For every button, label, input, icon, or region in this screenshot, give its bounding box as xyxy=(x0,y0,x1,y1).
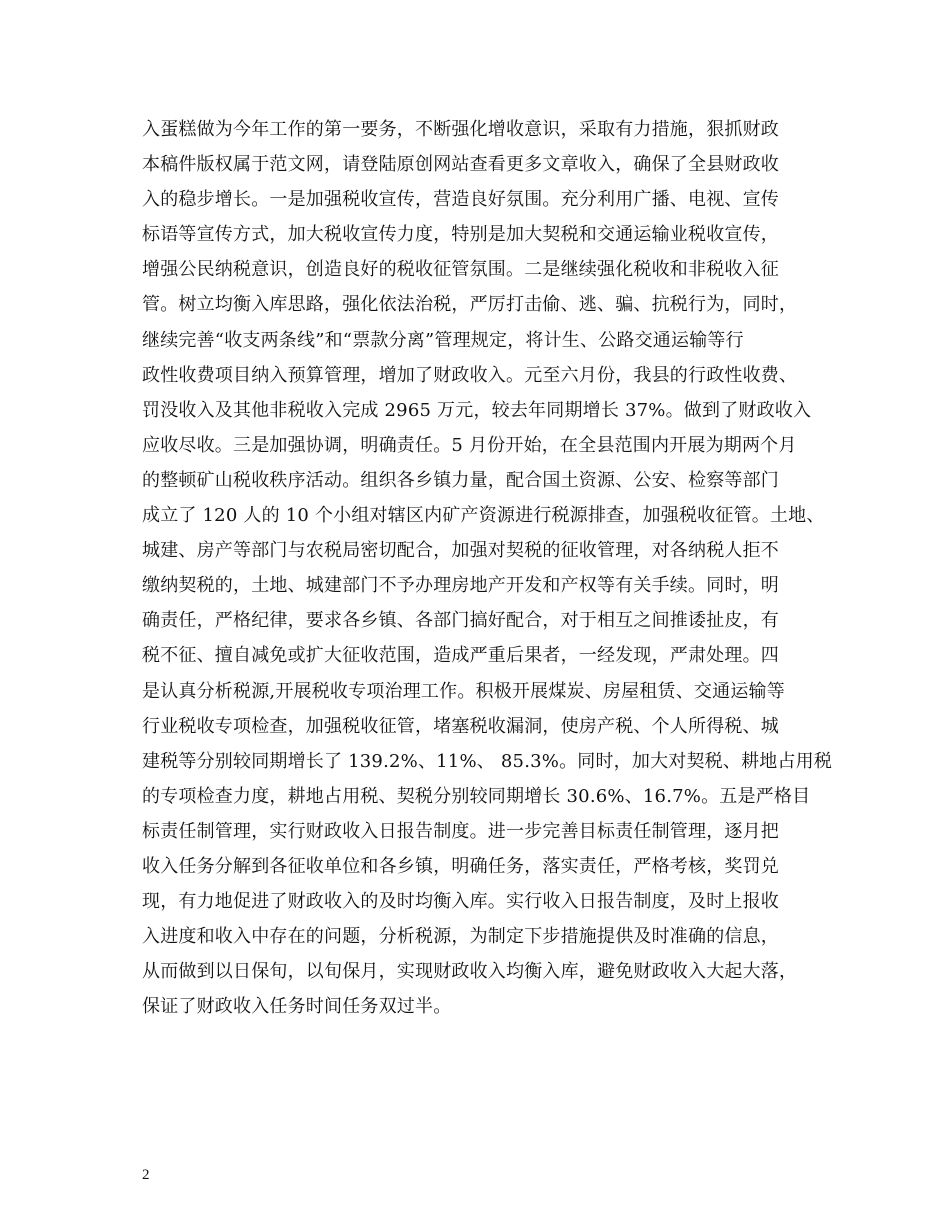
text-line-7: 继续完善“收支两条线”和“票款分离”管理规定，将计生、公路交通运输等行 xyxy=(142,329,744,351)
text-line-2: 本稿件版权属于范文网，请登陆原创网站查看更多文章收入，确保了全县财政收 xyxy=(142,154,779,176)
text-line-8: 政性收费项目纳入预算管理，增加了财政收入。元至六月份，我县的行政性收费、 xyxy=(142,364,798,386)
text-line-25: 从而做到以日保旬，以旬保月，实现财政收入均衡入库，避免财政收入大起大落， xyxy=(142,961,798,983)
text-line-22: 收入任务分解到各征收单位和各乡镇，明确任务，落实责任，严格考核，奖罚兑 xyxy=(142,855,779,877)
text-line-14: 缴纳契税的，土地、城建部门不予办理房地产开发和产权等有关手续。同时，明 xyxy=(142,575,779,597)
text-line-13: 城建、房产等部门与农税局密切配合，加强对契税的征收管理，对各纳税人拒不 xyxy=(142,540,779,562)
text-line-15: 确责任，严格纪律，要求各乡镇、各部门搞好配合，对于相互之间推诿扯皮，有 xyxy=(142,610,779,632)
text-line-11: 的整顿矿山税收秩序活动。组织各乡镇力量，配合国土资源、公安、检察等部门 xyxy=(142,469,779,491)
text-line-24: 入进度和收入中存在的问题，分析税源，为制定下步措施提供及时准确的信息， xyxy=(142,926,779,948)
text-line-1: 入蛋糕做为今年工作的第一要务，不断强化增收意识，采取有力措施，狠抓财政 xyxy=(142,119,779,140)
text-line-12: 成立了 120 人的 10 个小组对辖区内矿产资源进行税源排查，加强税收征管。土地、 xyxy=(142,505,825,527)
text-line-23: 现，有力地促进了财政收入的及时均衡入库。实行收入日报告制度，及时上报收 xyxy=(142,891,779,913)
page-number: 2 xyxy=(142,1167,150,1183)
body-text xyxy=(142,112,842,1024)
text-line-3: 入的稳步增长。一是加强税收宣传，营造良好氛围。充分利用广播、电视、宣传 xyxy=(142,189,779,211)
text-line-19: 建税等分别较同期增长了 139.2%、11%、 85.3%。同时，加大对契税、耕地占用税 xyxy=(142,750,833,772)
text-line-6: 管。树立均衡入库思路，强化依法治税，严厉打击偷、逃、骗、抗税行为，同时， xyxy=(142,294,798,316)
text-line-16: 税不征、擅自减免或扩大征收范围，造成严重后果者，一经发现，严肃处理。四 xyxy=(142,645,779,667)
text-line-18: 行业税收专项检查，加强税收征管，堵塞税收漏洞，使房产税、个人所得税、城 xyxy=(142,715,779,737)
text-line-21: 标责任制管理，实行财政收入日报告制度。进一步完善目标责任制管理，逐月把 xyxy=(142,820,779,842)
text-line-9: 罚没收入及其他非税收入完成 2965 万元，较去年同期增长 37%。做到了财政收入 xyxy=(142,399,812,421)
text-line-4: 标语等宣传方式，加大税收宣传力度，特别是加大契税和交通运输业税收宣传， xyxy=(142,224,779,246)
text-line-5: 增强公民纳税意识，创造良好的税收征管氛围。二是继续强化税收和非税收入征 xyxy=(142,259,779,281)
text-line-17: 是认真分析税源,开展税收专项治理工作。积极开展煤炭、房屋租赁、交通运输等 xyxy=(142,680,785,702)
text-line-20: 的专项检查力度，耕地占用税、契税分别较同期增长 30.6%、16.7%。五是严格目 xyxy=(142,785,811,807)
text-line-26: 保证了财政收入任务时间任务双过半。 xyxy=(142,996,452,1018)
text-line-10: 应收尽收。三是加强协调，明确责任。5 月份开始，在全县范围内开展为期两个月 xyxy=(142,434,797,456)
